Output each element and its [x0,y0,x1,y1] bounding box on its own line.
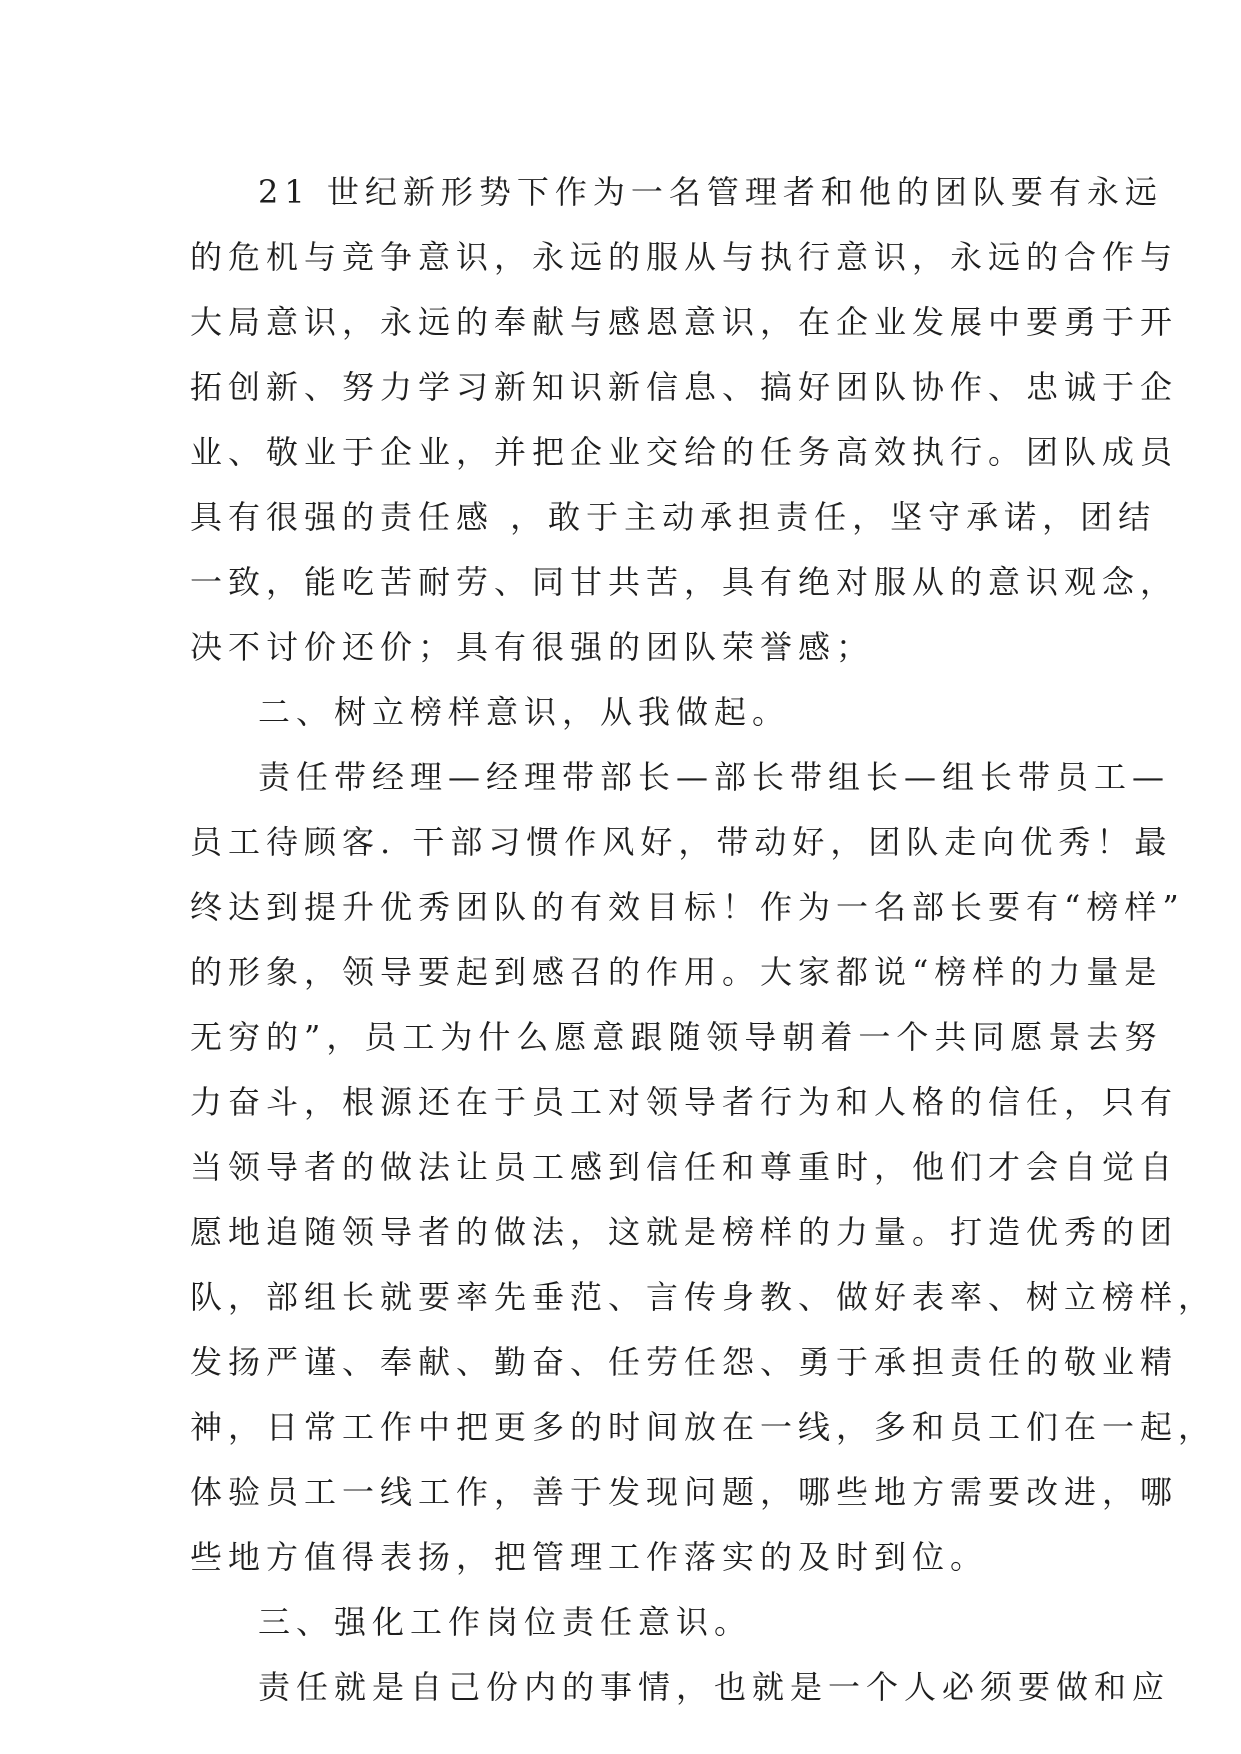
paragraph-line: 终达到提升优秀团队的有效目标！作为一名部长要有“榜样” [190,888,1185,926]
paragraph-line: 责任带经理—经理带部长—部长带组长—组长带员工— [258,758,1171,796]
paragraph-line: 员工待顾客. 干部习惯作风好，带动好，团队走向优秀！最 [190,823,1173,861]
paragraph-line: 些地方值得表扬，把管理工作落实的及时到位。 [190,1538,989,1576]
paragraph-line: 神，日常工作中把更多的时间放在一线，多和员工们在一起， [190,1408,1217,1446]
paragraph-line: 大局意识，永远的奉献与感恩意识，在企业发展中要勇于开 [190,303,1179,341]
paragraph-line: 业、敬业于企业，并把企业交给的任务高效执行。团队成员 [190,433,1179,471]
paragraph-line: 决不讨价还价；具有很强的团队荣誉感； [190,628,875,666]
paragraph-line: 21 世纪新形势下作为一名管理者和他的团队要有永远 [258,173,1163,211]
paragraph-line: 队，部组长就要率先垂范、言传身教、做好表率、树立榜样， [190,1278,1217,1316]
paragraph-line: 拓创新、努力学习新知识新信息、搞好团队协作、忠诚于企 [190,368,1179,406]
paragraph-line: 的危机与竞争意识，永远的服从与执行意识，永远的合作与 [190,238,1179,276]
paragraph-line: 发扬严谨、奉献、勤奋、任劳任怨、勇于承担责任的敬业精 [190,1343,1179,1381]
document-body [190,160,1217,1720]
paragraph-line: 责任就是自己份内的事情，也就是一个人必须要做和应 [258,1668,1171,1706]
paragraph-line: 愿地追随领导者的做法，这就是榜样的力量。打造优秀的团 [190,1213,1179,1251]
paragraph-line: 力奋斗，根源还在于员工对领导者行为和人格的信任，只有 [190,1083,1179,1121]
paragraph-line: 的形象，领导要起到感召的作用。大家都说“榜样的力量是 [190,953,1163,991]
section-heading: 二、树立榜样意识，从我做起。 [258,693,791,731]
paragraph-line: 无穷的”，员工为什么愿意跟随领导朝着一个共同愿景去努 [190,1018,1163,1056]
section-heading: 三、强化工作岗位责任意识。 [258,1603,753,1641]
paragraph-line: 一致，能吃苦耐劳、同甘共苦，具有绝对服从的意识观念， [190,563,1179,601]
paragraph-line: 具有很强的责任感 ，敢于主动承担责任，坚守承诺，团结 [190,498,1157,536]
paragraph-line: 体验员工一线工作，善于发现问题，哪些地方需要改进，哪 [190,1473,1179,1511]
paragraph-line: 当领导者的做法让员工感到信任和尊重时，他们才会自觉自 [190,1148,1179,1186]
